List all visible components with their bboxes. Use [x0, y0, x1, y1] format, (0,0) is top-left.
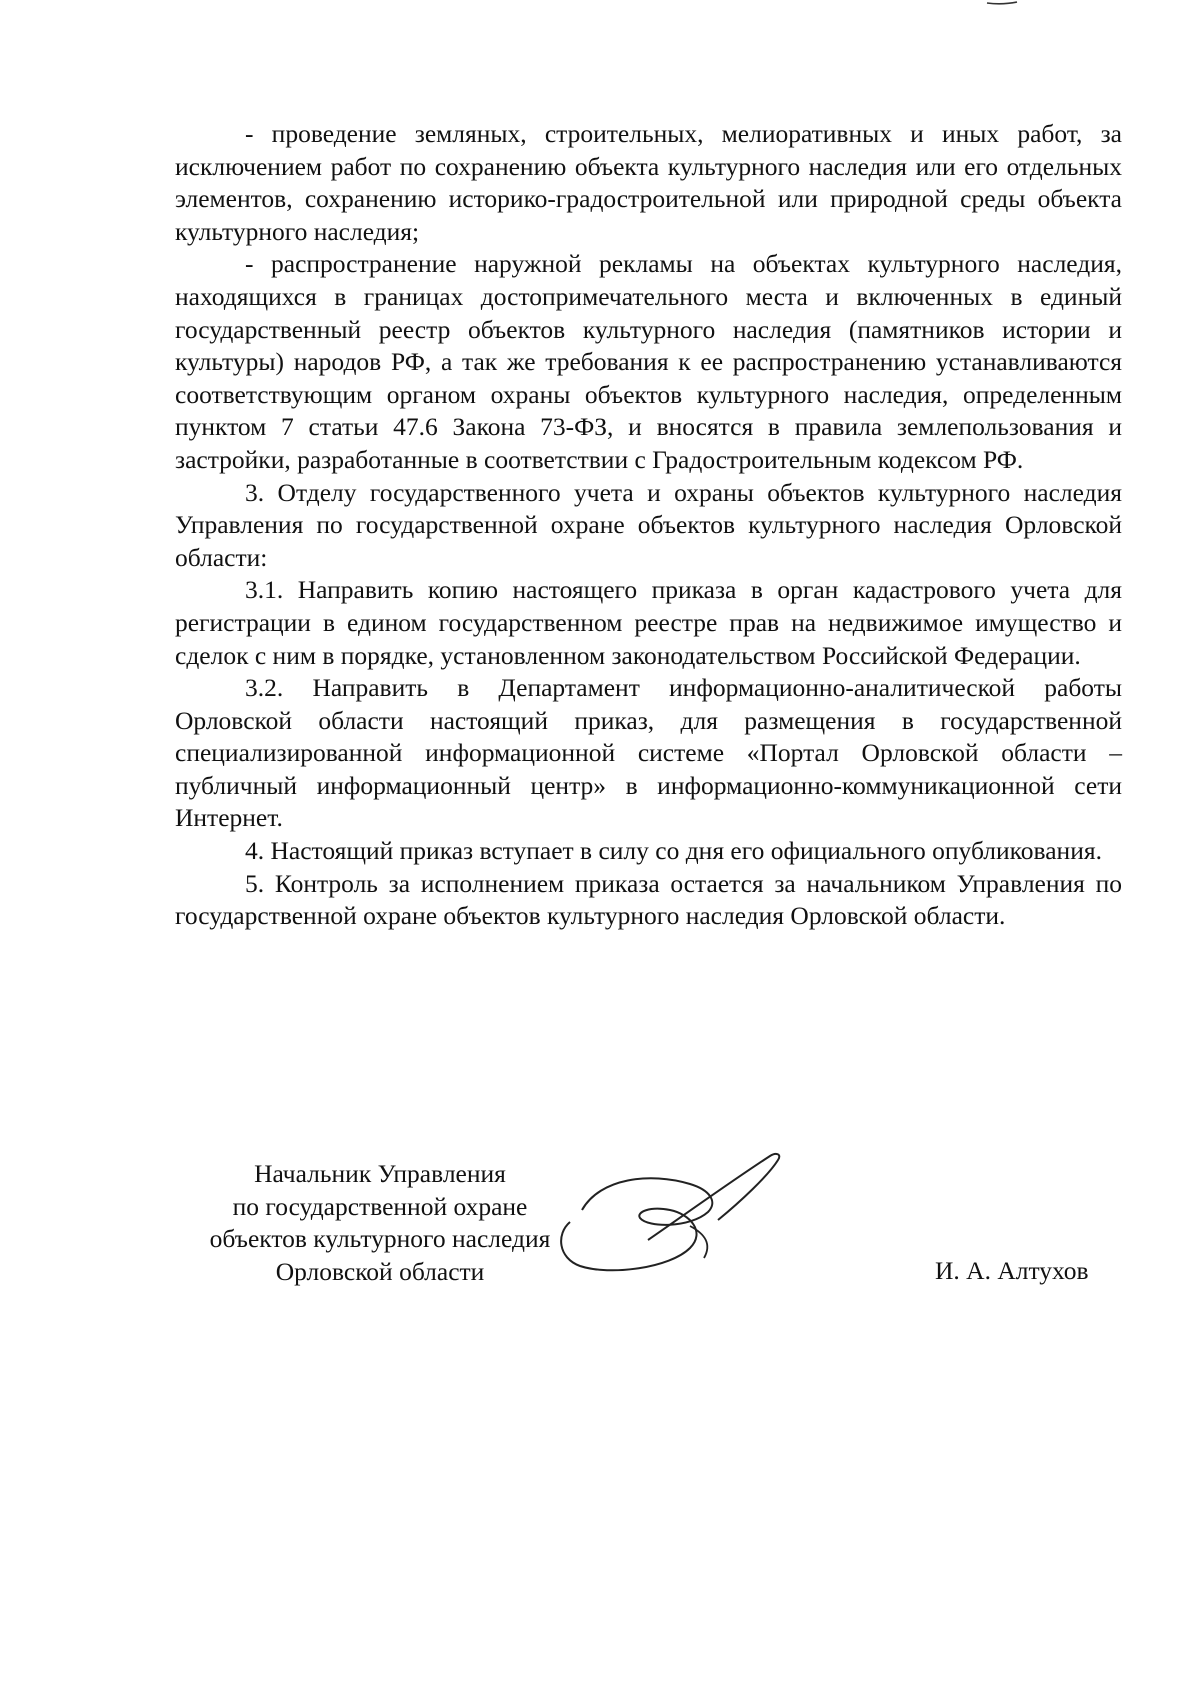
signatory-position-line: Орловской области — [275, 1256, 485, 1286]
signatory-position-line: по государственной охране — [232, 1191, 528, 1221]
paragraph-advertising-restriction: - распространение наружной рекламы на объектах культурного наследия, находящихся в границах достопримечательного места и включенных в единый государственный реестр объектов культурного наследия (памятников истории и культуры) народов РФ, а так же требования к ее распространению устанавливаются соответствующим органом охраны объектов культурного наследия, определенным пунктом 7 статьи 47.6 Закона 73-ФЗ, и вносятся в правила землепользования и застройки, разработанные в соответствии с Градостроительным кодексом РФ. — [175, 249, 1122, 474]
signatory-name: И. А. Алтухов — [935, 1256, 1089, 1285]
signatory-position — [170, 1158, 590, 1288]
paragraph-item-5: 5. Контроль за исполнением приказа остается за начальником Управления по государственной охране объектов культурного наследия Орловской области. — [175, 868, 1122, 931]
handwritten-signature — [540, 1148, 850, 1298]
paragraph-item-3: 3. Отделу государственного учета и охраны объектов культурного наследия Управления по государственной охране объектов культурного наследия Орловской области: — [175, 477, 1122, 572]
paragraph-earthworks-restriction: - проведение земляных, строительных, мелиоративных и иных работ, за исключением работ по сохранению объекта культурного наследия или его отдельных элементов, сохранению историко-градостроительной или природной среды объекта культурного наследия; — [175, 119, 1122, 246]
paragraph-item-3-2: 3.2. Направить в Департамент информационно-аналитической работы Орловской области настоящий приказ, для размещения в государственной специализированной информационной системе «Портал Орловской области – публичный информационный центр» в информационно-коммуникационной сети Интернет. — [175, 673, 1122, 833]
signatory-position-line: объектов культурного наследия — [209, 1224, 551, 1253]
signatory-position-line: Начальник Управления — [254, 1159, 506, 1188]
document-body — [175, 118, 1122, 933]
paragraph-item-4: 4. Настоящий приказ вступает в силу со дня его официального опубликования. — [245, 836, 1102, 866]
paragraph-item-3-1: 3.1. Направить копию настоящего приказа в орган кадастрового учета для регистрации в едином государственном реестре прав на недвижимое имущество и сделок с ним в порядке, установленном законодательством Российской Федерации. — [175, 575, 1122, 670]
scan-artifact-mark — [985, 0, 1019, 6]
